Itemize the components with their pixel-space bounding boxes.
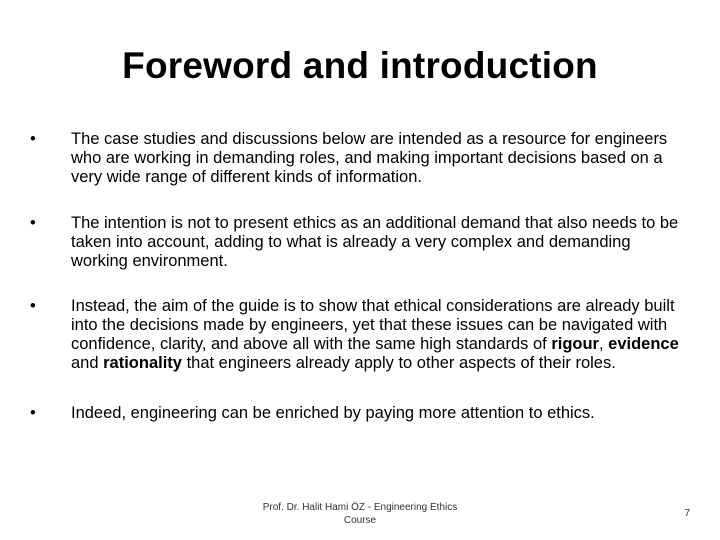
bullet-marker: • [30,214,36,232]
bullet-list [30,130,680,423]
bullet-item [30,297,680,373]
slide-title: Foreword and introduction [122,45,598,86]
bullet-marker: • [30,297,36,315]
bold-term-rationality: rationality [103,354,182,372]
bullet-text: The case studies and discussions below are intended as a resource for engineers who are working in demanding roles, and making important decisions based on a very wide range of different kinds of information. [71,130,668,186]
slide-footer: Prof. Dr. Halit Hami ÖZ - Engineering Ethics Course [262,502,458,526]
bullet-marker: • [30,130,36,148]
page-number: 7 [684,508,690,519]
bullet-marker: • [30,404,36,422]
bold-term-evidence: evidence [608,335,679,353]
bullet-item [30,214,680,271]
bullet-text: The intention is not to present ethics as an additional demand that also needs to be taken into account, adding to what is already a very complex and demanding working environment. [71,214,679,270]
bold-term-rigour: rigour [551,335,599,353]
bullet-item [30,130,680,187]
bullet-item [30,404,680,423]
bullet-text [71,297,679,372]
bullet-text-part: that engineers already apply to other aspects of their roles. [181,354,616,372]
bullet-text-separator: and [71,354,104,372]
bullet-text-separator: , [598,335,609,353]
bullet-text: Indeed, engineering can be enriched by paying more attention to ethics. [71,404,595,422]
bullet-text-part: Instead, the aim of the guide is to show that ethical considerations are already built into the decisions made by engineers, yet that these issues can be navigated with confidence, clarity, and above all with the same high standards of [71,297,675,353]
